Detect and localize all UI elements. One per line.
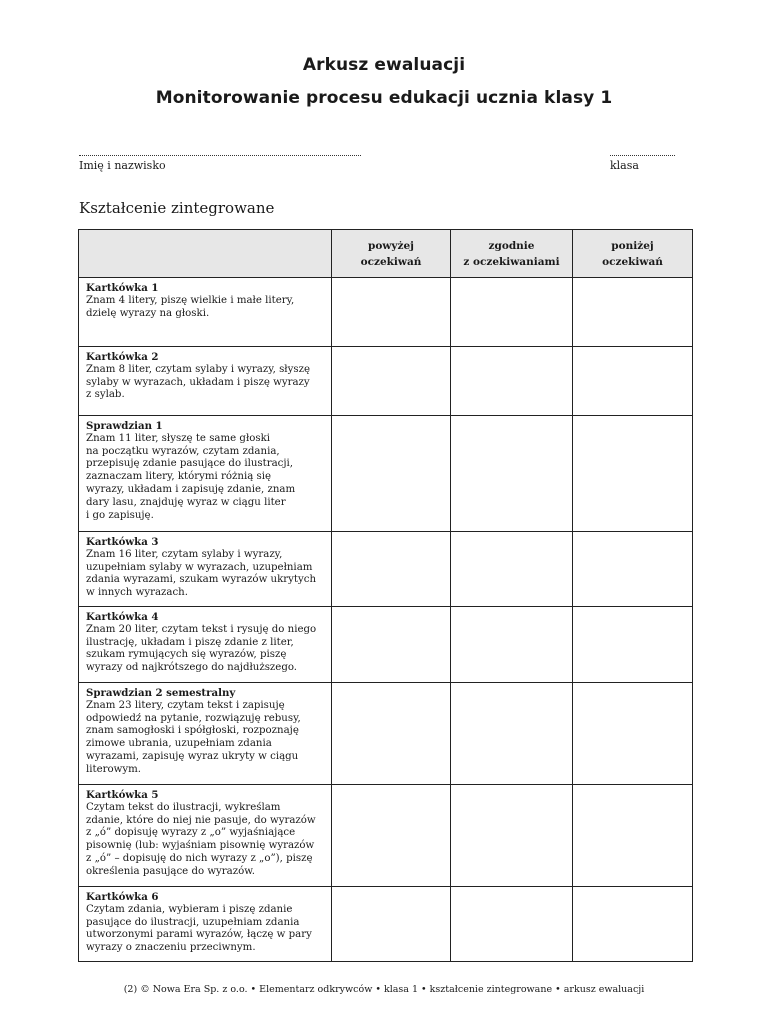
task-title: Kartkówka 6 — [86, 891, 159, 903]
name-field-label: Imię i nazwisko — [79, 159, 166, 172]
rating-cell-meets[interactable] — [451, 887, 573, 962]
rating-cell-below[interactable] — [573, 278, 693, 347]
rating-cell-below[interactable] — [573, 347, 693, 416]
table-row — [79, 683, 693, 785]
section-title: Kształcenie zintegrowane — [79, 199, 275, 217]
task-cell — [79, 683, 332, 785]
task-description: Znam 20 liter, czytam tekst i rysuję do niego ilustrację, układam i piszę zdanie z liter, szukam rymujących się wyrazów, piszę wyrazy od najkrótszego do najdłuższego. — [86, 623, 317, 674]
rating-cell-above[interactable] — [332, 683, 451, 785]
name-field-line[interactable] — [79, 155, 361, 156]
table-row — [79, 607, 693, 683]
page-footer: (2) © Nowa Era Sp. z o.o. • Elementarz odkrywców • klasa 1 • kształcenie zintegrowane • arkusz ewaluacji — [123, 984, 645, 995]
table-row — [79, 278, 693, 347]
header-cell-meets-expectations — [451, 230, 573, 278]
rating-cell-above[interactable] — [332, 416, 451, 532]
rating-cell-above[interactable] — [332, 887, 451, 962]
rating-cell-meets[interactable] — [451, 532, 573, 607]
task-title: Kartkówka 3 — [86, 536, 159, 548]
table-row — [79, 416, 693, 532]
task-description: Znam 8 liter, czytam sylaby i wyrazy, słyszę sylaby w wyrazach, układam i piszę wyrazy z sylab. — [86, 363, 310, 401]
task-title: Sprawdzian 1 — [86, 420, 163, 432]
header-label-below: poniżej oczekiwań — [602, 239, 663, 268]
rating-cell-below[interactable] — [573, 416, 693, 532]
rating-cell-above[interactable] — [332, 347, 451, 416]
table-header-row — [79, 230, 693, 278]
task-cell — [79, 785, 332, 887]
task-description: Czytam tekst do ilustracji, wykreślam zdanie, które do niej nie pasuje, do wyrazów z „ó” dopisuję wyrazy z „o” wyjaśniające pisownię (lub: wyjaśniam pisownię wyrazów z „ó” – dopisuję do nich wyrazy z „o”), piszę określenia pasujące do wyrazów. — [86, 801, 316, 877]
header-label-above: powyżej oczekiwań — [360, 239, 422, 268]
task-description: Znam 4 litery, piszę wielkie i małe litery, dzielę wyrazy na głoski. — [86, 294, 295, 319]
rating-cell-meets[interactable] — [451, 416, 573, 532]
rating-cell-above[interactable] — [332, 278, 451, 347]
task-title: Kartkówka 1 — [86, 282, 159, 294]
rating-cell-below[interactable] — [573, 785, 693, 887]
rating-cell-above[interactable] — [332, 607, 451, 683]
rating-cell-below[interactable] — [573, 683, 693, 785]
table-row — [79, 347, 693, 416]
task-cell — [79, 347, 332, 416]
rating-cell-meets[interactable] — [451, 785, 573, 887]
rating-cell-above[interactable] — [332, 532, 451, 607]
task-cell — [79, 887, 332, 962]
task-description: Czytam zdania, wybieram i piszę zdanie pasujące do ilustracji, uzupełniam zdania utworzonymi parami wyrazów, łączę w pary wyrazy o znaczeniu przeciwnym. — [86, 903, 312, 954]
table-row — [79, 532, 693, 607]
task-cell — [79, 416, 332, 532]
header-cell-below-expectations — [573, 230, 693, 278]
rating-cell-meets[interactable] — [451, 278, 573, 347]
header-label-meets: zgodnie z oczekiwaniami — [463, 239, 560, 268]
task-cell — [79, 532, 332, 607]
class-field-line[interactable] — [610, 155, 675, 156]
rating-cell-below[interactable] — [573, 887, 693, 962]
task-cell — [79, 607, 332, 683]
task-title: Kartkówka 4 — [86, 611, 159, 623]
document-subtitle: Monitorowanie procesu edukacji ucznia klasy 1 — [155, 88, 613, 108]
header-cell-above-expectations — [332, 230, 451, 278]
task-cell — [79, 278, 332, 347]
rating-cell-below[interactable] — [573, 532, 693, 607]
task-description: Znam 23 litery, czytam tekst i zapisuję odpowiedź na pytanie, rozwiązuję rebusy, znam samogłoski i spółgłoski, rozpoznaję zimowe ubrania, uzupełniam zdania wyrazami, zapisuję wyraz ukryty w ciągu literowym. — [86, 699, 301, 775]
task-title: Kartkówka 2 — [86, 351, 159, 363]
task-description: Znam 11 liter, słyszę te same głoski na początku wyrazów, czytam zdania, przepisuję zdanie pasujące do ilustracji, zaznaczam litery, którymi różnią się wyrazy, układam i zapisuję zdanie, znam dary lasu, znajduję wyraz w ciągu liter i go zapisuję. — [86, 432, 296, 521]
header-cell-task — [79, 230, 332, 278]
rating-cell-meets[interactable] — [451, 607, 573, 683]
task-title: Kartkówka 5 — [86, 789, 159, 801]
table-row — [79, 785, 693, 887]
rating-cell-meets[interactable] — [451, 347, 573, 416]
rating-cell-meets[interactable] — [451, 683, 573, 785]
document-title: Arkusz ewaluacji — [302, 55, 466, 75]
task-title: Sprawdzian 2 semestralny — [86, 687, 236, 699]
task-description: Znam 16 liter, czytam sylaby i wyrazy, uzupełniam sylaby w wyrazach, uzupełniam zdania wyrazami, szukam wyrazów ukrytych w innych wyrazach. — [86, 548, 317, 599]
evaluation-table — [78, 229, 693, 962]
rating-cell-below[interactable] — [573, 607, 693, 683]
table-row — [79, 887, 693, 962]
class-field-label: klasa — [610, 159, 639, 172]
rating-cell-above[interactable] — [332, 785, 451, 887]
